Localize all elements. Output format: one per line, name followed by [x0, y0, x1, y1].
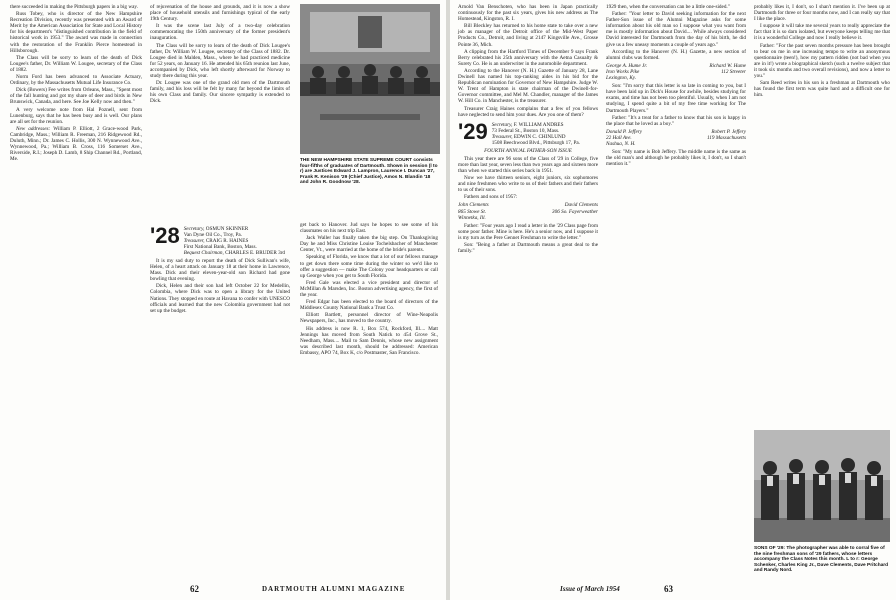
paragraph: Bill Bleckley has returned to his home state to take over a new job as manager of the Detroit office of the Mid-West Paper Products Co., Detroit, and living at 2147 Kingsville Ave., Grosse Pointe 36, Mich.	[458, 23, 598, 48]
paragraph: Fred Gale was elected a vice president and director of McMillan & Marsden, Inc. Boston advertising agency, the first of the year.	[300, 279, 438, 299]
paragraph: Son: "Being a father at Dartmouth means a great deal to the family."	[458, 242, 598, 255]
father-son-heading: FOURTH ANNUAL FATHER-SON ISSUE	[484, 147, 572, 154]
page-number-left: 62	[190, 584, 199, 594]
paragraph: Treasurer Craig Haines complains that a few of you fellows have neglected to send him your dues. Are you one of them?	[458, 105, 598, 118]
father-address: Iron Works Pike	[606, 68, 640, 75]
paragraph: Fred Edgar has been elected to the board of directors of the Middlesex County National Bank a Trust Co.	[300, 299, 438, 312]
paragraph: Elliott Bartlett, personnel director of Wine-Neapolis Newspapers, Inc., has moved to the country.	[300, 312, 438, 325]
paragraph: get back to Hanover. Jud says he hopes to see some of his classmates on his next trip East.	[300, 222, 438, 235]
right-column-3	[754, 4, 890, 99]
paragraph: Son: "My name is Bob Jeffery. The middle name is the same as the old man's and although he probably likes it, I don't, so I shan't mention it."	[606, 149, 746, 168]
left-column-1	[10, 4, 142, 163]
secretary-label: Secretary,	[183, 226, 205, 232]
bequest-label: Bequest Chairman,	[183, 250, 224, 256]
left-column-2-bottom	[150, 222, 290, 315]
paragraph: A very welcome note from Hal Poznell, sent from Lunenburg, says that he has been busy and is well. Our plans are all set for the reunion.	[10, 106, 142, 125]
left-column-2-top	[150, 4, 290, 106]
father-name: George A. Hume Jr.	[606, 62, 648, 69]
paragraph: The Class will be sorry to learn of the death of Dick Lougee's father, Dr. William W. Lougee, secretary of the Class of 1882. Dr. Lougee died in Malden, Mass., where he had practiced medicine for 52 years, on January 16. He attended his 65th reunion last June, accompanied by Dick, who left shortly afterward for Norway to study there during this year.	[150, 42, 290, 80]
paragraph: Father: "Your letter to David seeking information for the next Father-Son issue of the Alumni Magazine asks for some information about his old man so I suppose what you want from me is mostly information about David.... While always considered David interested for Dartmouth from the day of his birth, he did give us a few uneasy moments a couple of years ago."	[606, 11, 746, 48]
addresses-label: New addresses:	[16, 125, 51, 132]
paragraph: probably likes it, I don't, so I shan't mention it. I've been up at Dartmouth for three or four months now, and I can really say that I like the place.	[754, 4, 890, 23]
paragraph: This year there are 96 sons of the Class of '29 in College, five more than last year, seven less than two years ago and sixteen more than when we started this series back in 1951.	[458, 155, 598, 174]
class-28-header	[150, 223, 290, 256]
treasurer-address: 1508 Beechwood Blvd., Pittsburgh 17, Pa.	[491, 139, 580, 146]
paragraph: It was the scene last July of a two-day celebration commemorating the 150th anniversary of the former president's inauguration.	[150, 23, 290, 42]
paragraph: 1929 then, when the conversation can be a little one-sided."	[606, 4, 730, 10]
treasurer-label: Treasurer,	[491, 133, 513, 140]
son-dorm: 119 Massachusetts	[707, 134, 746, 141]
secretary-address: Van Dyne Oil Co., Troy, Pa.	[183, 232, 243, 238]
paragraph: Arnold Van Benschoten, who has been in Japan practically continuously for the past six years, gives his new address as The Homestead, Kingston, R. I.	[458, 4, 598, 23]
father-name: John Clements	[458, 202, 489, 209]
paragraph: Norm Ford has been advanced to Associate Actuary, Ordinary, by the Massachusetts Mutual Life Insurance Co.	[10, 74, 142, 87]
paragraph: It is my sad duty to report the death of Dick Sullivan's wife, Helen, of a heart attack on January 18 at their home in Lawrence, Mass. Dick and their eleven-year-old son Richard had gone bowling that evening.	[150, 258, 290, 283]
issue-date-footer: Issue of March 1954	[560, 585, 620, 593]
page-number-right: 63	[664, 584, 673, 594]
class-year: '29	[458, 118, 488, 144]
addresses: William P. Elliott, 2 Grace-wood Park, Cambridge, Mass.; William R. Freeman, 216 Ridgewood Rd., Duluth, Minn.; Dr. James C. Hollis, 300 N. Wynnewood Ave., Wynnewood, Pa.; William B. Cross, 116 Somerset Ave., Riverside, R.I.; Joseph D. Lamb, 8 Ship Channel Rd., Portland, Me.	[10, 125, 143, 163]
son-name: Richard W. Hume	[709, 62, 746, 69]
sons-photo-caption: SONS OF '29: The photographer was able to corral five of the nine freshman sons of '29 fathers, whose letters accompany the Class Notes this month. L to r: George Schenker, Charles King Jr., Dave Clements, Dave Pritchard and Randy Nord.	[754, 546, 889, 574]
paragraph: The Class will be sorry to learn of the death of Dick Lougee's father, Dr. William W. Lougee, secretary of the Class of 1882.	[10, 54, 142, 73]
sons-group-illustration	[754, 430, 890, 542]
son-dorm: 306 So. Fayerweather	[552, 208, 598, 215]
father-son-pair	[458, 202, 598, 220]
sons-of-29-photo	[754, 430, 890, 542]
paragraph: His address is now R. 1, Box 574, Rockford, Ill.... Matt Jennings has moved from South Natick to 454 Grove St., Needham, Mass.... Mail to Sam Dennis, whose new assignment was described last month, should be addressed: American Embassy, APO 74, Box K, c/o Postmaster, San Francisco.	[300, 325, 438, 356]
right-column-2	[606, 4, 746, 168]
paragraph: Speaking of Florida, we know that a lot of our fellows manage to get down there some time during the winter so we'd like to offer a suggestion — make The Colony your headquarters or call up George when you get to South Florida.	[300, 254, 438, 279]
father-address: 865 Stowe St.	[458, 208, 487, 215]
paragraph: A clipping from the Hartford Times of December 9 says Frank Berry celebrated his 25th anniversary with the Aetna Casualty & Surety Co. He is an underwriter in the automobile department.	[458, 48, 598, 67]
paragraph: Father: "For the past seven months pressure has been brought to bear on me in one increasing tempo to write an anonymous questionnaire (teen!), how my pattern ridden (not bad when you are in it!) wrote a biographical sketch (such a twelve subject that it took six months and two overall revisions), and now a letter to you."	[754, 42, 890, 80]
paragraph: Dick, Helen and their son had left October 22 for Medellin, Colombia, where Dick was to open a library for the United Nations. They stopped en route at Havana to confer with UNESCO officials and learned that the new Colombia government had not set up the budget.	[150, 283, 290, 314]
secretary-label: Secretary,	[491, 121, 513, 128]
paragraph: I suppose it will take me several years to really appreciate the fact that it is so darn isolated, but everyone keeps telling me that it is a wonderful College and now I really believe it.	[754, 23, 890, 42]
paragraph: Father: "It's a treat for a father to know that his son is happy in the place that he loved as a boy."	[606, 114, 746, 127]
right-column-1	[458, 4, 598, 255]
treasurer-name: EDWIN C. CHINLUND	[513, 133, 566, 140]
class-year: '28	[150, 223, 180, 248]
paragraph: Son: "I'm sorry that this letter is so late in coming to you, but I have been laid up in Dick's House for awhile, besides studying for exams, and time has not been too plentiful. Usually, when I am not studying, I spend quite a bit of my free time working for The Dartmouth Players."	[606, 83, 746, 114]
paragraph: Father: "Four years ago I read a letter in the '29 Class page from some poor father. Mine is here. He's a senior now, and I suppose it is my turn as the Pere Gennet Freshman to write the letter."	[458, 222, 598, 241]
secretary-name: F. WILLIAM ANDRES	[513, 121, 564, 128]
father-city: Winnetka, Ill.	[458, 214, 486, 221]
treasurer-address: First National Bank, Boston, Mass.	[183, 244, 257, 250]
paragraph: Russ Tobey, who is director of the New Hampshire Recreation Division, recently was presented with an Award of Merit by the American Association for State and Local History for his department's "distinguished contribution in the field of historical work in 1953." The award was made in connection with the restoration of the Franklin Pierce homestead in Hillsborough.	[10, 11, 142, 54]
treasurer-label: Treasurer,	[183, 238, 205, 244]
secretary-address: 73 Federal St., Boston 10, Mass.	[491, 127, 560, 134]
paragraph: According to the Hanover (N. H.) Gazette, a new section of alumni clubs was formed.	[606, 48, 746, 61]
paragraph: of rejuvenation of the house and grounds, and it is now a show place of household utensils and furnishings typical of the early 19th Century.	[150, 4, 290, 23]
paragraph: there succeeded in making the Pittsburgh papers in a big way.	[10, 4, 138, 10]
paragraph: Fathers and sons of 1957:	[464, 194, 518, 201]
supreme-court-photo	[300, 4, 440, 154]
supreme-court-illustration	[300, 4, 440, 154]
father-city: Nashua, N. H.	[606, 140, 636, 147]
father-son-pair	[606, 129, 746, 147]
paragraph: Sam Reed writes in his son is a freshman at Dartmouth who has found the first term was quite hard and a difficult one for him.	[754, 80, 890, 99]
magazine-footer: DARTMOUTH ALUMNI MAGAZINE	[262, 585, 406, 593]
son-name: Robert P. Jeffery	[711, 128, 746, 135]
treasurer-name: CRAIG R. HAINES	[205, 238, 249, 244]
bequest-name: CHARLES E. BRUDER 3rd	[225, 250, 286, 256]
father-address: 22 Hall Ave.	[606, 134, 632, 141]
father-son-pair	[606, 63, 746, 81]
paragraph: According to the Hanover (N. H.) Gazette of January 28, Lane Dwinell has named his top-ranking aides in his bid for the Republican nomination for Governor of New Hampshire. Judge W. W. Trent of Hampton is state chairman of the Dwinell-for-Governor committee, and Mel M. Chandler, manager of the James W. Hill Co. in Manchester, is the treasurer.	[458, 67, 598, 105]
court-photo-caption: THE NEW HAMPSHIRE STATE SUPREME COURT consists four-fifths of graduates of Dartmouth. Shown in session (l to r) are Justices Edward J. Lampron, Laurence I. Duncan '27, Frank R. Kenison '29 (Chief Justice), Amos N. Blandin '18 and John R. Goodnow '28.	[300, 158, 438, 186]
paragraph: Now we have thirteen seniors, eight juniors, six sophomores and nine freshmen who write to us of their fathers and their fathers to us of their sons.	[458, 175, 598, 194]
left-page	[0, 0, 446, 600]
father-city: Lexington, Ky.	[606, 75, 637, 82]
father-name: Donald P. Jeffery	[606, 128, 643, 135]
son-name: David Clements	[564, 202, 598, 209]
paragraph: Jack Waller has finally taken the big step. On Thanksgiving Day he and Miss Christine Louise Tochelsbacher of Manchester Center, Vt., were married at the home of the bride's parents.	[300, 235, 438, 254]
paragraph: Dr. Lougee was one of the grand old men of the Dartmouth family, and his loss will be felt by many far beyond the limits of his own Class and family. Our sincere sympathy is extended to Dick.	[150, 80, 290, 105]
right-page	[450, 0, 896, 600]
left-column-3	[300, 222, 438, 357]
paragraph: Dick (Bowers) Fee writes from Orleans, Mass., "Spent most of the fall hunting and got my share of deer and birds in New Brunswick, Canada, and here. See Joe Kelly now and then."	[10, 87, 142, 106]
class-29-header	[458, 118, 598, 146]
son-dorm: 112 Streeter	[721, 68, 746, 75]
secretary-name: OSMUN SKINNER	[205, 226, 249, 232]
